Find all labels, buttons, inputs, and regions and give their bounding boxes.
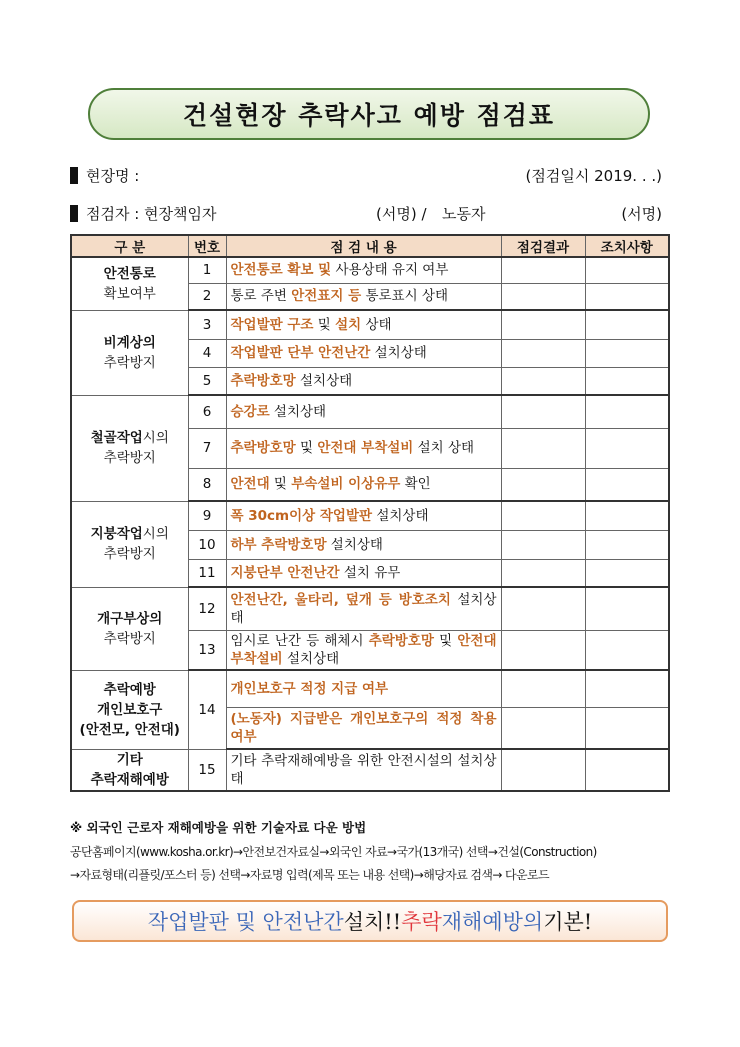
result-cell[interactable]: [501, 428, 585, 468]
category-cell: 비계상의 추락방지: [71, 310, 188, 395]
slogan-banner: [72, 900, 668, 942]
table-row: [71, 257, 669, 283]
result-cell[interactable]: [501, 468, 585, 501]
site-row: [70, 165, 666, 186]
action-cell[interactable]: [585, 670, 669, 707]
check-item: 지붕단부 안전난간 설치 유무: [226, 559, 501, 587]
check-item: 승강로 설치상태: [226, 395, 501, 428]
category-cell: 개구부상의 추락방지: [71, 587, 188, 670]
result-cell[interactable]: [501, 749, 585, 791]
action-cell[interactable]: [585, 501, 669, 530]
signature-1: (서명) /: [376, 205, 427, 223]
row-number: 3: [188, 310, 226, 339]
check-item: 작업발판 단부 안전난간 설치상태: [226, 339, 501, 367]
worker-label: 노동자: [442, 205, 486, 223]
check-item: (노동자) 지급받은 개인보호구의 적정 착용 여부: [226, 707, 501, 749]
row-number: 4: [188, 339, 226, 367]
category-cell: 안전통로 확보여부: [71, 257, 188, 310]
table-row: [71, 395, 669, 428]
row-number: 12: [188, 587, 226, 630]
header-category: 구 분: [71, 235, 188, 257]
action-cell[interactable]: [585, 367, 669, 395]
slogan-part: 추락: [401, 910, 442, 934]
download-guide-line1: 공단홈페이지(www.kosha.or.kr)→안전보건자료실→외국인 자료→국가(13개국) 선택→건설(Construction): [70, 845, 597, 859]
result-cell[interactable]: [501, 530, 585, 559]
category-cell: 철골작업시의 추락방지: [71, 395, 188, 501]
result-cell[interactable]: [501, 670, 585, 707]
result-cell[interactable]: [501, 395, 585, 428]
result-cell[interactable]: [501, 339, 585, 367]
result-cell[interactable]: [501, 559, 585, 587]
header-number: 번호: [188, 235, 226, 257]
check-item: 통로 주변 안전표지 등 통로표시 상태: [226, 283, 501, 310]
table-row: [71, 310, 669, 339]
download-guide-title: ※ 외국인 근로자 재해예방을 위한 기술자료 다운 방법: [70, 820, 367, 835]
check-item: 개인보호구 적정 지급 여부: [226, 670, 501, 707]
row-number: 13: [188, 630, 226, 670]
action-cell[interactable]: [585, 339, 669, 367]
inspector-row: [70, 203, 666, 224]
slogan-part: 설치!!: [343, 910, 402, 934]
header-content: 점 검 내 용: [226, 235, 501, 257]
header-action: 조치사항: [585, 235, 669, 257]
site-label: 현장명 :: [86, 167, 140, 185]
row-number: 1: [188, 257, 226, 283]
action-cell[interactable]: [585, 395, 669, 428]
result-cell[interactable]: [501, 707, 585, 749]
signature-2: (서명): [621, 205, 662, 223]
action-cell[interactable]: [585, 428, 669, 468]
check-item: 하부 추락방호망 설치상태: [226, 530, 501, 559]
check-item: 임시로 난간 등 해체시 추락방호망 및 안전대 부착설비 설치상태: [226, 630, 501, 670]
table-row: [71, 501, 669, 530]
check-item: 안전대 및 부속설비 이상유무 확인: [226, 468, 501, 501]
category-cell: 기타 추락재해예방: [71, 749, 188, 791]
row-number: 7: [188, 428, 226, 468]
action-cell[interactable]: [585, 283, 669, 310]
table-row: [71, 749, 669, 791]
inspector-label: 점검자 : 현장책임자: [86, 205, 217, 223]
inspection-date: (점검일시 2019. . .): [525, 167, 662, 185]
result-cell[interactable]: [501, 630, 585, 670]
result-cell[interactable]: [501, 367, 585, 395]
slogan-part: 작업발판 및 안전난간: [147, 910, 344, 934]
row-number: 9: [188, 501, 226, 530]
row-number: 2: [188, 283, 226, 310]
result-cell[interactable]: [501, 310, 585, 339]
action-cell[interactable]: [585, 630, 669, 670]
check-item: 폭 30cm이상 작업발판 설치상태: [226, 501, 501, 530]
slogan-part: 기본!: [543, 910, 593, 934]
checklist-table: [70, 234, 670, 792]
result-cell[interactable]: [501, 257, 585, 283]
check-item: 추락방호망 설치상태: [226, 367, 501, 395]
row-number: 11: [188, 559, 226, 587]
table-header-row: [71, 235, 669, 257]
result-cell[interactable]: [501, 587, 585, 630]
row-number: 5: [188, 367, 226, 395]
result-cell[interactable]: [501, 501, 585, 530]
row-number: 14: [188, 670, 226, 749]
action-cell[interactable]: [585, 257, 669, 283]
category-cell: 추락예방 개인보호구 (안전모, 안전대): [71, 670, 188, 749]
action-cell[interactable]: [585, 530, 669, 559]
table-row: [71, 670, 669, 707]
check-item: 추락방호망 및 안전대 부착설비 설치 상태: [226, 428, 501, 468]
row-number: 8: [188, 468, 226, 501]
download-guide-line2: →자료형태(리플릿/포스터 등) 선택→자료명 입력(제목 또는 내용 선택)→해당자료 검색→ 다운로드: [70, 868, 550, 882]
bullet-icon: [70, 205, 78, 222]
check-item: 작업발판 구조 및 설치 상태: [226, 310, 501, 339]
row-number: 10: [188, 530, 226, 559]
check-item: 기타 추락재해예방을 위한 안전시설의 설치상태: [226, 749, 501, 791]
category-cell: 지붕작업시의 추락방지: [71, 501, 188, 587]
result-cell[interactable]: [501, 283, 585, 310]
table-row: [71, 587, 669, 630]
action-cell[interactable]: [585, 707, 669, 749]
row-number: 6: [188, 395, 226, 428]
check-item: 안전난간, 울타리, 덮개 등 방호조치 설치상태: [226, 587, 501, 630]
action-cell[interactable]: [585, 468, 669, 501]
check-item: 안전통로 확보 및 사용상태 유지 여부: [226, 257, 501, 283]
action-cell[interactable]: [585, 749, 669, 791]
row-number: 15: [188, 749, 226, 791]
action-cell[interactable]: [585, 310, 669, 339]
action-cell[interactable]: [585, 559, 669, 587]
header-result: 점검결과: [501, 235, 585, 257]
page-title: 건설현장 추락사고 예방 점검표: [88, 88, 650, 140]
bullet-icon: [70, 167, 78, 184]
slogan-part: 재해예방의: [441, 910, 544, 934]
action-cell[interactable]: [585, 587, 669, 630]
